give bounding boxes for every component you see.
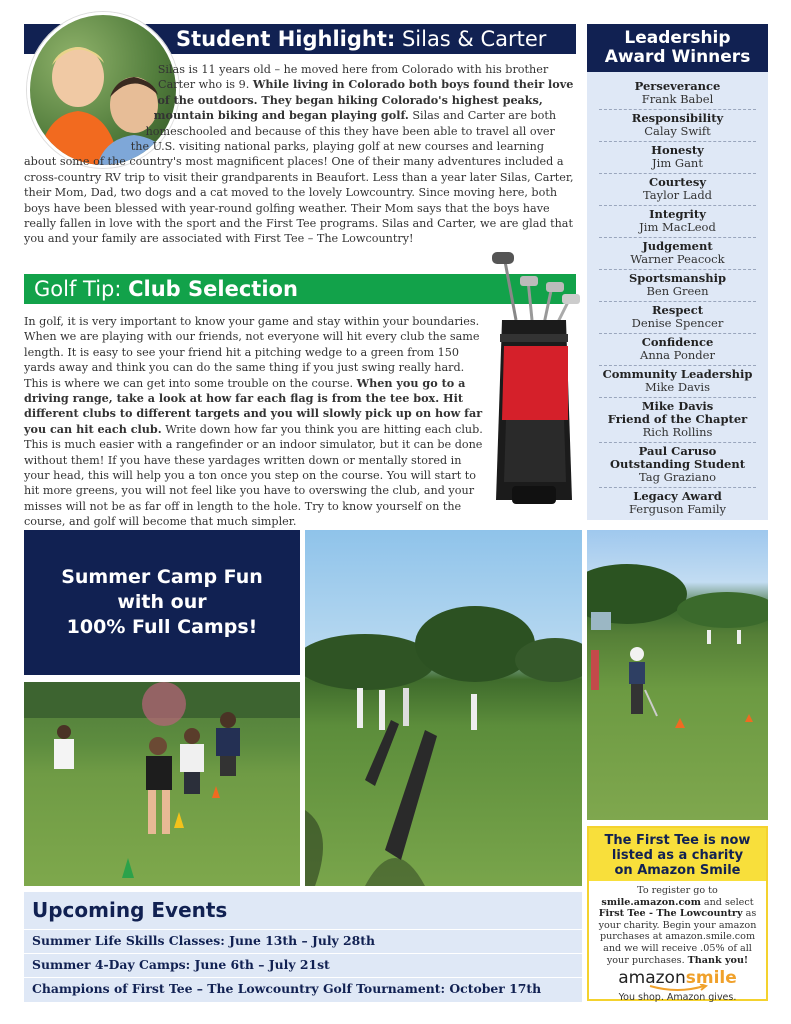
amazon-logo-word: amazon	[618, 968, 686, 989]
amazon-text-1: To register go to	[637, 885, 718, 896]
award-item	[599, 78, 756, 110]
award-title: Respect	[651, 303, 704, 317]
upcoming-events-title: Upcoming Events	[32, 898, 228, 922]
camp-photo-driving-range	[305, 530, 582, 886]
golf-tip-topic: Club Selection	[128, 277, 298, 301]
amazon-charity-name: First Tee - The Lowcountry	[598, 908, 743, 920]
award-title: Perseverance	[634, 79, 721, 93]
golf-tip-label: Golf Tip:	[34, 277, 129, 301]
award-title: Responsibility	[631, 111, 724, 125]
award-title: Community Leadership	[602, 367, 753, 381]
award-name: Jim MacLeod	[639, 220, 716, 234]
amazon-logo-smile: smile	[685, 968, 737, 989]
amazon-smile-text	[589, 881, 766, 966]
award-item	[599, 206, 756, 238]
amazon-head-line3: on Amazon Smile	[614, 863, 741, 878]
award-item	[599, 174, 756, 206]
summer-camp-banner	[24, 530, 300, 675]
amazon-text-2: and select	[700, 896, 754, 908]
leadership-title-line1: Leadership	[624, 28, 731, 48]
student-highlight-label: Student Highlight:	[176, 27, 396, 51]
award-name: Frank Babel	[641, 92, 714, 106]
award-title: Confidence	[641, 335, 714, 349]
award-item	[599, 398, 756, 443]
student-highlight-names: Silas & Carter	[395, 27, 547, 51]
award-title: Integrity	[649, 207, 706, 221]
upcoming-events	[24, 892, 582, 1002]
camp-photo-kids-putting	[24, 682, 300, 886]
highlight-text-rest: Silas and Carter are both homeschooled and because of this they have been able to travel all over the U.S. visiting national parks, playing golf at new courses and learning about some of the country's most magnificent places! One of their many adventures included a cross-country RV trip to visit their grandparents in Beaufort. Less than a year later Silas, Carter, their Mom, Dad, two dogs and a cat moved to the lovely Lowcountry. Since moving here, both boys have been blessed with year-round golfing weather. Their Mom says that the boys have really fallen in love with the sport and the First Tee programs. Silas and Carter, we are glad that you and your family are associated with First Tee – The Lowcountry!	[24, 109, 574, 246]
amazon-smile-logo	[589, 968, 766, 992]
leadership-award-list	[587, 72, 768, 520]
award-title-line2: Friend of the Chapter	[607, 412, 748, 426]
award-title-line2: Outstanding Student	[609, 457, 746, 471]
award-title: Sportsmanship	[628, 271, 727, 285]
event-item: Summer Life Skills Classes: June 13th – July 28th	[24, 929, 582, 951]
amazon-tagline: You shop. Amazon gives.	[618, 992, 737, 1004]
highlight-text-bold: While living in Colorado both boys found their love of the outdoors. They began hiking Colorado's highest peaks, mountain biking and began playing golf.	[153, 77, 574, 123]
award-name: Jim Gant	[652, 156, 703, 170]
award-item	[599, 238, 756, 270]
award-name: Rich Rollins	[642, 425, 713, 439]
award-title: Paul Caruso	[638, 444, 717, 458]
amazon-head-line1: The First Tee is now	[604, 833, 751, 848]
amazon-url: smile.amazon.com	[601, 896, 701, 908]
amazon-smile-heading	[589, 828, 766, 881]
award-item	[599, 334, 756, 366]
award-name: Anna Ponder	[640, 348, 715, 362]
award-item	[599, 270, 756, 302]
award-title: Legacy Award	[633, 489, 722, 503]
golf-tip-rest: Write down how far you think you are hitting each club. This is much easier with a rangefinder or an indoor simulator, but it can be done without them! If you have these yardages written down or mentally stored in your head, this will help you a ton once you step on the course. You will start to hit more greens, you will not feel like you have to overswing the club, and your misses will not be as far off in length to the hole. Try to know yourself on the course, and golf will become that much simpler.	[24, 422, 483, 529]
event-item: Champions of First Tee – The Lowcountry Golf Tournament: October 17th	[24, 977, 582, 999]
leadership-title-line2: Award Winners	[604, 47, 751, 67]
amazon-smile-box	[587, 826, 768, 1004]
event-item: Summer 4-Day Camps: June 6th – July 21st	[24, 953, 582, 975]
award-title: Judgement	[642, 239, 713, 253]
student-highlight-text	[24, 62, 576, 247]
golf-tip-bold: When you go to a driving range, take a look at how far each flag is from the tee box. Hit different clubs to different targets and you will slowly pick up on how far you can hit each club.	[24, 375, 483, 436]
award-item	[599, 110, 756, 142]
award-name: Ben Green	[646, 284, 709, 298]
award-item	[599, 366, 756, 398]
amazon-text-3: as your charity. Begin your amazon purchases at amazon.smile.com and we will receive .05% of all your purchases.	[598, 908, 757, 966]
camp-line3: 100% Full Camps!	[66, 616, 258, 638]
amazon-thank-you: Thank you!	[687, 954, 749, 966]
award-name: Taylor Ladd	[642, 188, 713, 202]
award-name: Mike Davis	[644, 380, 711, 394]
award-name: Calay Swift	[644, 124, 711, 138]
camp-photo-range-practice	[587, 530, 768, 820]
award-name: Warner Peacock	[630, 252, 725, 266]
camp-line1: Summer Camp Fun	[61, 566, 263, 588]
amazon-head-line2: listed as a charity	[611, 848, 744, 863]
award-name: Denise Spencer	[631, 316, 724, 330]
award-name: Tag Graziano	[638, 470, 717, 484]
golf-tip-text	[24, 314, 486, 530]
leadership-header	[587, 24, 768, 72]
award-title: Courtesy	[648, 175, 707, 189]
award-item	[599, 488, 756, 519]
golf-tip-intro: In golf, it is very important to know your game and stay within your boundaries. When we are playing with our friends, not everyone will hit every club the same length. It is easy to see your friend hit a pitching wedge to a green from 150 yards away and think you can do the same thing if you just swing really hard. This is where we can get into some trouble on the course.	[24, 315, 480, 390]
award-item	[599, 443, 756, 488]
award-title: Honesty	[651, 143, 704, 157]
award-item	[599, 142, 756, 174]
award-name: Ferguson Family	[628, 502, 727, 516]
highlight-text-intro: Silas is 11 years old – he moved here from Colorado with his brother Carter who is 9.	[157, 63, 549, 92]
award-item	[599, 302, 756, 334]
golf-bag-image	[482, 250, 582, 512]
award-title: Mike Davis	[641, 399, 714, 413]
camp-line2: with our	[117, 591, 207, 613]
